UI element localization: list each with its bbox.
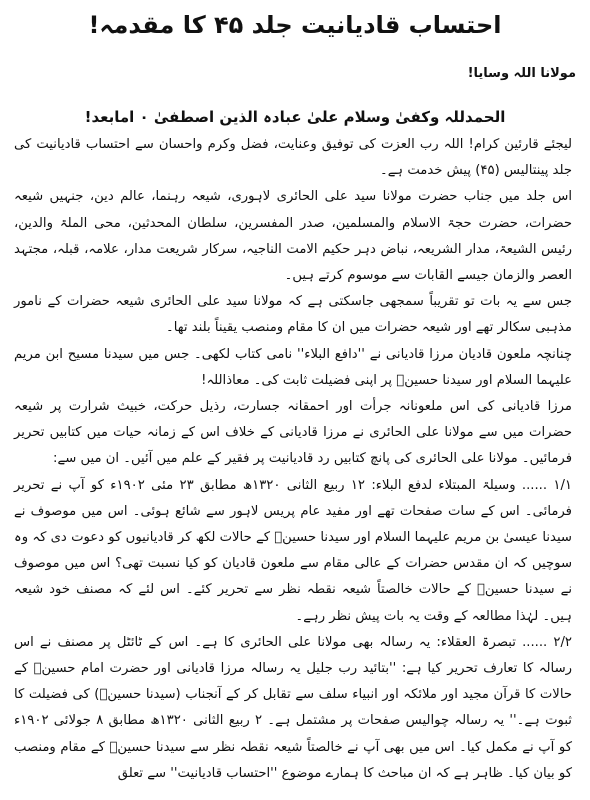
page-title: احتساب قادیانیت جلد ۴۵ کا مقدمہ! xyxy=(88,11,502,39)
paragraph-intro: لیجئے قارئین کرام! اللہ رب العزت کی توفیق وعنایت، فضل وکرم واحسان سے احتساب قادیانیت کی جلد پینتالیس (۴۵) پیش خدمت ہے۔ xyxy=(14,137,572,179)
paragraph-author-titles: اس جلد میں جناب حضرت مولانا سید علی الحائری لاہوری، شیعہ رہنما، عالم دین، جنہیں شیعہ حضرات، حضرت حجۃ الاسلام والمسلمین، صدر المفسرین، سلطان المحدثین، محی الملۃ والدین، رئیس الشیعۃ، مدار الشریعہ، نباض دہر حکیم الامت الناجیہ، سرکار شریعت مدار، علامہ، قبلہ، مجتہد العصر والزمان جیسے القابات سے موسوم کرتے ہیں۔ xyxy=(14,189,572,284)
paragraph-book-2: ۲/۲ ...... تبصرۃ العقلاء: یہ رسالہ بھی مولانا علی الحائری کا ہے۔ اس کے ٹائٹل پر مصنف نے اس رسالہ کا تعارف تحریر کیا ہے: ''بتائید رب جلیل یہ رسالہ مرزا قادیانی اور حضرت امام حسینؓ کے حالات کا قرآن مجید اور ملائکہ اور انبیاء سلف سے تقابل کر کے آنجناب (سیدنا حسینؓ) کی فضیلت کا ثبوت ہے۔'' یہ رسالہ چوالیس صفحات پر مشتمل ہے۔ ۲ ربیع الثانی ۱۳۲۰ھ مطابق ۸ جولائی ۱۹۰۲ء کو آپ نے مکمل کیا۔ اس میں بھی آپ نے خالصتاً شیعہ نقطہ نظر سے سیدنا حسینؓ کے مقام ومنصب کو بیان کیا۔ ظاہر ہے کہ ان مباحث کا ہمارے موضوع ''احتساب قادیانیت'' سے تعلق xyxy=(14,634,572,781)
paragraph-status: جس سے یہ بات تو تقریباً سمجھی جاسکتی ہے کہ مولانا سید علی الحائری شیعہ حضرات کے نامور مذہبی سکالر تھے اور شیعہ حضرات میں ان کا مقام ومنصب یقیناً بلند تھا۔ xyxy=(14,294,572,336)
paragraph-dafi-ul-bala: چنانچہ ملعون قادیان مرزا قادیانی نے ''دافع البلاء'' نامی کتاب لکھی۔ جس میں سیدنا مسیح ابن مریم علیہما السلام اور سیدنا حسینؓ پر اپنی فضیلت ثابت کی۔ معاذاللہ! xyxy=(14,346,572,388)
paragraph-response: مرزا قادیانی کی اس ملعونانہ جرأت اور احمقانہ جسارت، رذیل حرکت، خبیث شرارت پر شیعہ حضرات میں سے مولانا علی الحائری نے مرزا قادیانی کے خلاف اس کے زمانہ حیات میں کتابیں تحریر فرمائیں۔ مولانا علی الحائری کی پانچ کتابیں رد قادیانیت پر فقیر کے علم میں آئیں۔ ان میں سے: xyxy=(14,399,572,467)
opening-greeting: الحمدللہ وکفیٰ وسلام علیٰ عبادہ الذین اصطفیٰ ۰ امابعد! xyxy=(84,108,506,126)
author-name: مولانا اللہ وسایا! xyxy=(467,66,576,81)
article-body xyxy=(14,132,572,787)
paragraph-book-1: ۱/۱ ...... وسیلۃ المبتلاء لدفع البلاء: ۱۲ ربیع الثانی ۱۳۲۰ھ مطابق ۲۳ مئی ۱۹۰۲ء کو آپ نے تحریر فرمائی۔ اس کے سات صفحات تھے اور مفید عام پریس لاہور سے شائع ہوئی۔ اس میں موصوف نے سیدنا عیسیٰ بن مریم علیہما السلام اور سیدنا حسینؓ کے حالات لکھ کر قادیانیوں کو دعوت دی کہ وہ سوچیں کہ ان مقدس حضرات کے عالی مقام سے ملعون قادیان کو کیا نسبت تھی؟ اس میں موصوف نے سیدنا حسینؓ کے حالات خالصتاً شیعہ نقطہ نظر سے تحریر کئے۔ اس لئے کہ مصنف خود شیعہ ہیں۔ لہٰذا مطالعہ کے وقت یہ بات پیش نظر رہے۔ xyxy=(14,477,572,624)
